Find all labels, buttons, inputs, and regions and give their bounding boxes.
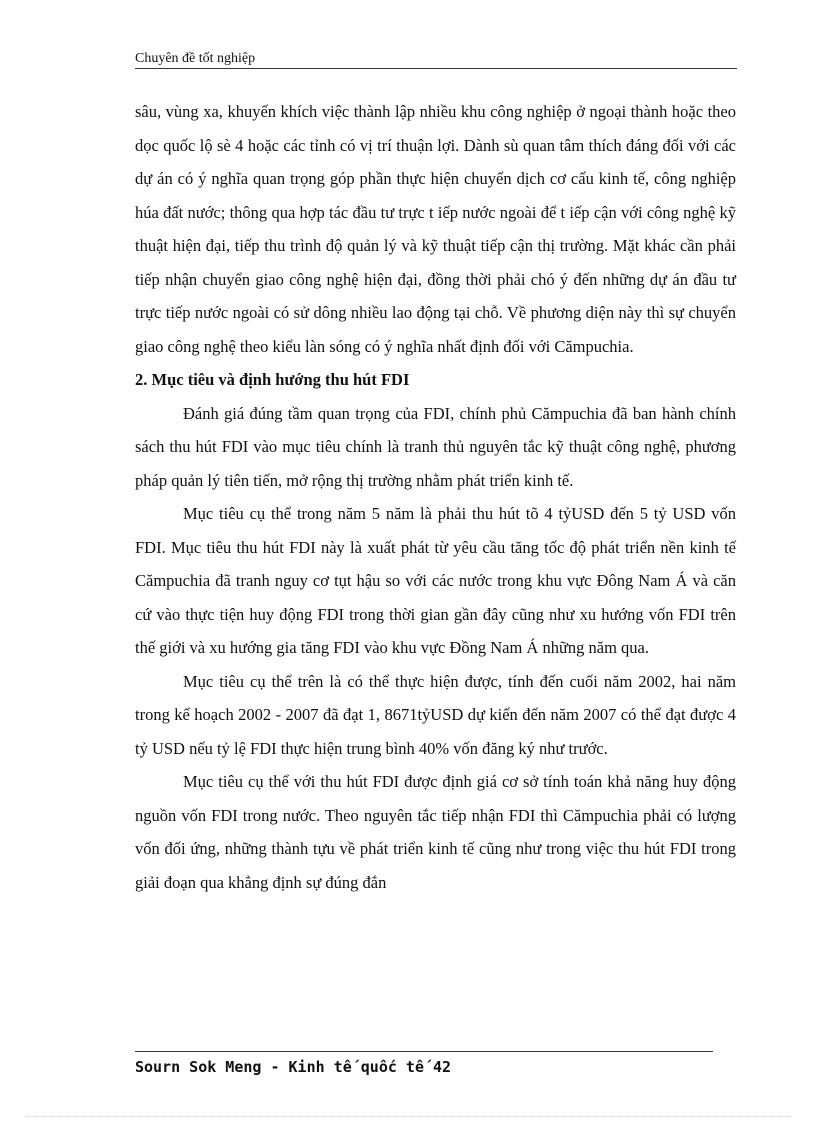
paragraph-3: Mục tiêu cụ thể trong năm 5 năm là phải thu hút tõ 4 tỷUSD đến 5 tỷ USD vốn FDI. Mục tiêu thu hút FDI này là xuất phát từ yêu cầu tăng tốc độ phát triển nền kinh tế Cămpuchia đã tranh nguy cơ tụt hậu so với các nước trong khu vực Đông Nam Á và căn cứ vào thực tiện huy động FDI trong thời gian gần đây cũng như xu hướng vốn FDI trên thế giới và xu hướng gia tăng FDI vào khu vực Đồng Nam Á những năm qua. (135, 504, 736, 657)
page-header: Chuyên đề tốt nghiệp (135, 51, 256, 66)
paragraph-4: Mục tiêu cụ thể trên là có thể thực hiện được, tính đến cuối năm 2002, hai năm trong kế hoạch 2002 - 2007 đã đạt 1, 8671tỷUSD dự kiến đến năm 2007 có thể đạt được 4 tỷ USD nếu tỷ lệ FDI thực hiện trung bình 40% vốn đăng ký như trước. (135, 671, 736, 758)
footer-divider (135, 1051, 713, 1052)
paragraph-5: Mục tiêu cụ thể với thu hút FDI được định giá cơ sở tính toán khả năng huy động nguồn vốn FDI trong nước. Theo nguyên tắc tiếp nhận FDI thì Cămpuchia phải có lượng vốn đối ứng, những thành tựu về phát triển kinh tế cũng như trong việc thu hút FDI trong giải đoạn qua khẳng định sự đúng đắn (135, 772, 736, 892)
page-footer: Sourn Sok Meng - Kinh tế quốc tế 42 (135, 1058, 452, 1076)
document-body (135, 95, 736, 899)
paragraph-1: sâu, vùng xa, khuyến khích việc thành lập nhiều khu công nghiệp ở ngoại thành hoặc theo dọc quốc lộ sè 4 hoặc các tỉnh có vị trí thuận lợi. Dành sù quan tâm thích đáng đối với các dự án có ý nghĩa quan trọng góp phần thực hiện chuyển dịch cơ cấu kinh tế, công nghiệp húa đất nước; thông qua hợp tác đầu tư trực t iếp nước ngoài để t iếp cận với công nghệ kỹ thuật hiện đại, tiếp thu trình độ quản lý và kỹ thuật tiếp cận thị trường. Mặt khác cần phải tiếp nhận chuyển giao công nghệ hiện đại, đồng thời phải chó ý đến những dự án đầu tư trực tiếp nước ngoài có sử dông nhiều lao động tại chỗ. Về phương diện này thì sự chuyển giao công nghệ theo kiểu làn sóng có ý nghĩa nhất định đối với Cămpuchia. (135, 102, 736, 356)
section-heading: 2. Mục tiêu và định hướng thu hút FDI (135, 370, 410, 389)
header-divider (135, 68, 737, 69)
page-bottom-border (25, 1116, 791, 1117)
paragraph-2: Đánh giá đúng tầm quan trọng của FDI, chính phủ Cămpuchia đã ban hành chính sách thu hút FDI vào mục tiêu chính là tranh thủ nguyên tắc kỹ thuật công nghệ, phương pháp quản lý tiên tiến, mở rộng thị trường nhằm phát triển kinh tế. (135, 403, 736, 490)
